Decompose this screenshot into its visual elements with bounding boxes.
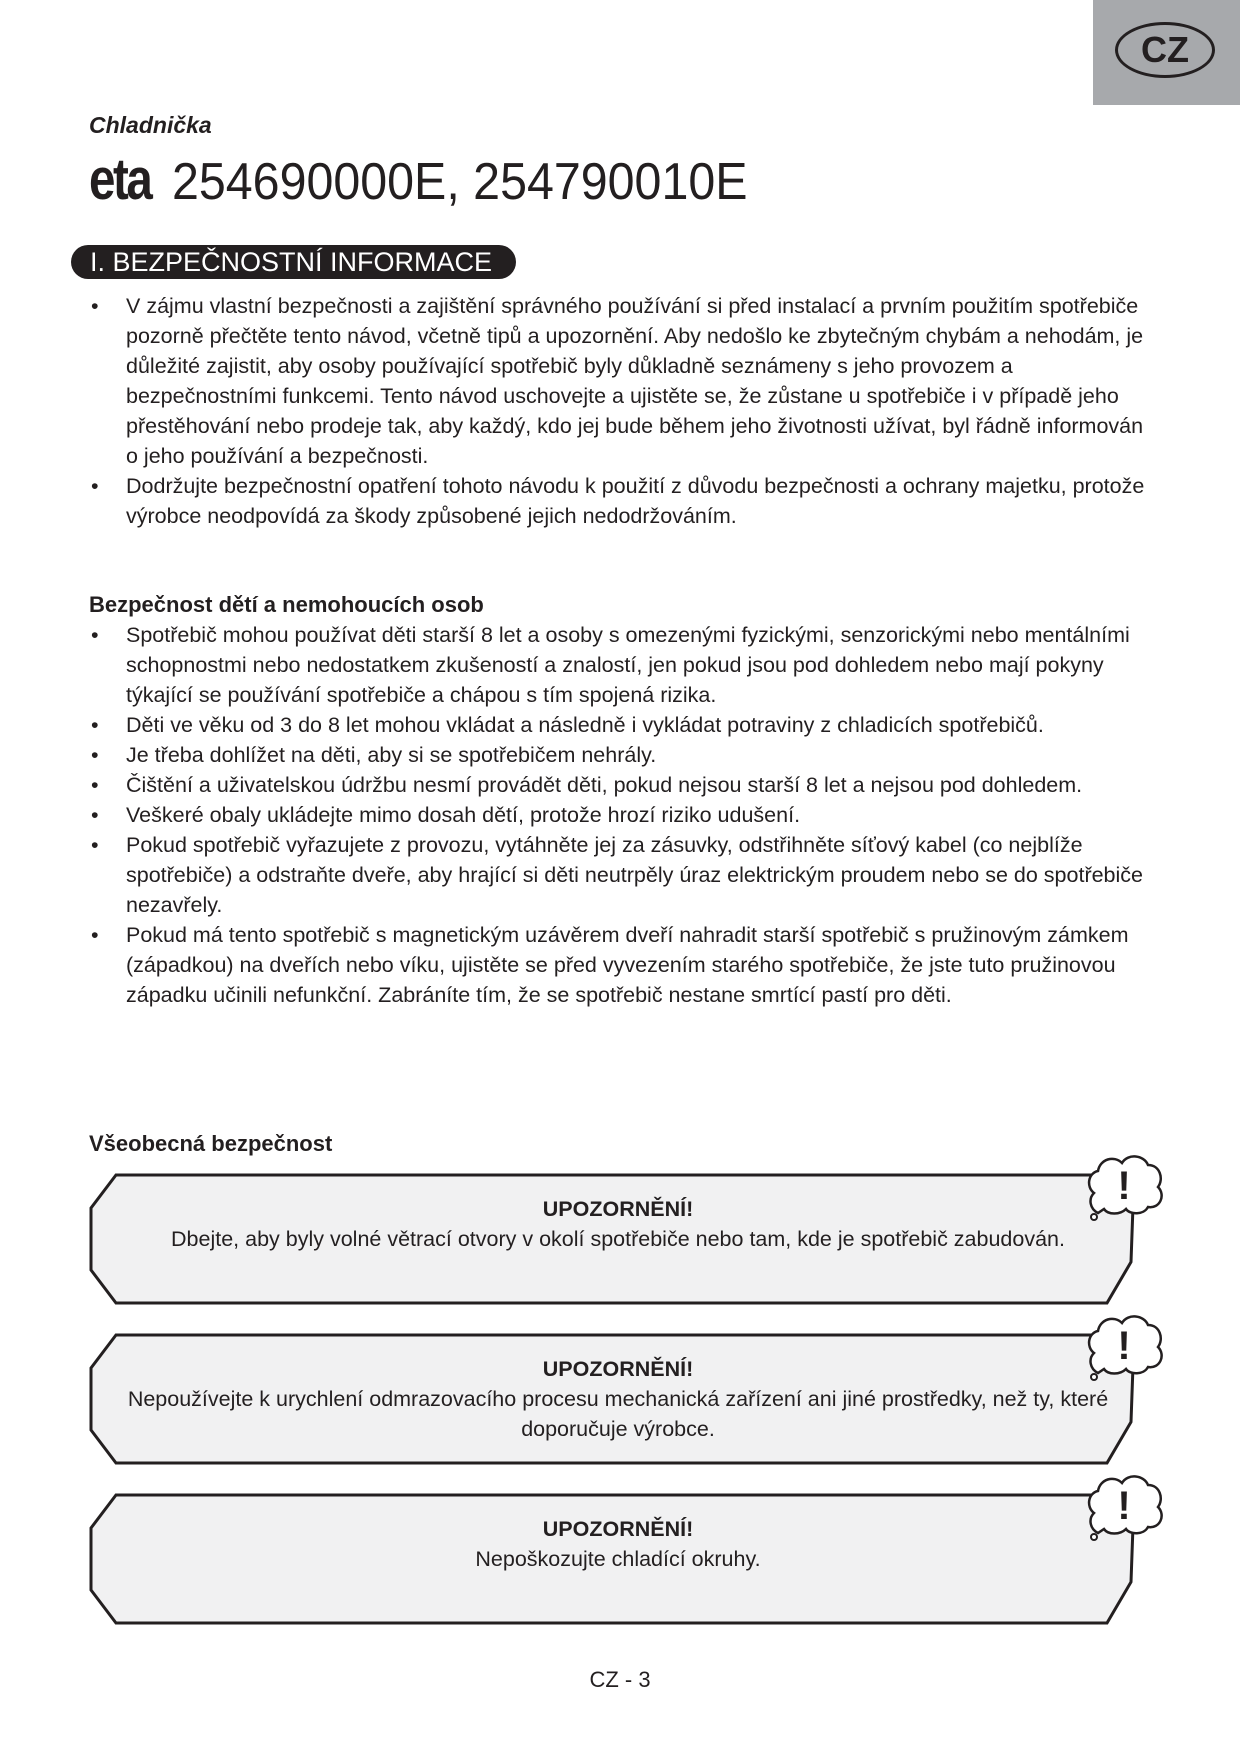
warning-label: UPOZORNĚNÍ! (542, 1197, 694, 1221)
warning-content (118, 1514, 1118, 1574)
warning-box (88, 1324, 1135, 1466)
brand-logo: eta (89, 147, 151, 212)
product-subtitle: Chladnička (89, 112, 212, 138)
list-item: • Děti ve věku od 3 do 8 let mohou vkládat a následně i vykládat potraviny z chladicích spotřebičů. (89, 710, 1154, 740)
warning-content (118, 1194, 1118, 1254)
warning-box (88, 1484, 1135, 1626)
list-item: • Pokud má tento spotřebič s magnetickým uzávěrem dveří nahradit starší spotřebič s pružinovým zámkem (západkou) na dveřích nebo víku, ujistěte se před vyvezením starého spotřebiče, že jste tuto pružinovou západku učinili nefunkční. Zabráníte tím, že se spotřebič nestane smrtící pastí pro děti. (89, 920, 1154, 1010)
list-item: • Pokud spotřebič vyřazujete z provozu, vytáhněte jej za zásuvky, odstřihněte síťový kabel (co nejblíže spotřebiče) a odstraňte dveře, aby hrající si děti neutrpěly úraz elektrickým proudem nebo se do spotřebiče nezavřely. (89, 830, 1154, 920)
warning-content (118, 1354, 1118, 1444)
warning-text: Nepoškozujte chladící okruhy. (475, 1547, 761, 1571)
general-safety (89, 1129, 1154, 1159)
safety-intro (89, 291, 1154, 531)
children-heading: Bezpečnost dětí a nemohoucích osob (89, 592, 484, 617)
list-item: • Veškeré obaly ukládejte mimo dosah dětí, protože hrozí riziko udušení. (89, 800, 1154, 830)
list-item: • Spotřebič mohou používat děti starší 8 let a osoby s omezenými fyzickými, senzorickými nebo mentálními schopnostmi nebo nedostatkem zkušeností a znalostí, jen pokud jsou pod dohledem nebo mají pokyny týkající se používání spotřebiče a chápou s tím spojená rizika. (89, 620, 1154, 710)
exclamation-mark: ! (1117, 1324, 1131, 1368)
children-safety (89, 590, 1154, 1010)
model-numbers: 254690000E, 254790010E (172, 153, 748, 211)
warning-label: UPOZORNĚNÍ! (542, 1357, 694, 1381)
list-item: • V zájmu vlastní bezpečnosti a zajištění správného používání si před instalací a prvním použitím spotřebiče pozorně přečtěte tento návod, včetně tipů a upozornění. Aby nedošlo ke zbytečným chybám a nehodám, je důležité zajistit, aby osoby používající spotřebič byly důkladně seznámeny s jeho provozem a bezpečnostními funkcemi. Tento návod uschovejte a ujistěte se, že zůstane u spotřebiče i v případě jeho přestěhování nebo prodeje tak, aby každý, kdo jej bude během jeho životnosti užívat, byl řádně informován o jeho používání a bezpečnosti. (89, 291, 1154, 471)
general-heading: Všeobecná bezpečnost (89, 1131, 333, 1156)
warning-label: UPOZORNĚNÍ! (542, 1517, 694, 1541)
warning-text: Dbejte, aby byly volné větrací otvory v okolí spotřebiče nebo tam, kde je spotřebič zabudován. (171, 1227, 1065, 1251)
list-item: • Čištění a uživatelskou údržbu nesmí provádět děti, pokud nejsou starší 8 let a nejsou pod dohledem. (89, 770, 1154, 800)
product-title (89, 147, 791, 212)
language-badge: CZ (1115, 22, 1215, 78)
section-title: I. BEZPEČNOSTNÍ INFORMACE (71, 245, 516, 279)
exclamation-mark: ! (1117, 1164, 1131, 1208)
language-tab (1093, 0, 1240, 105)
list-item: • Dodržujte bezpečnostní opatření tohoto návodu k použití z důvodu bezpečnosti a ochrany majetku, protože výrobce neodpovídá za škody způsobené jejich nedodržováním. (89, 471, 1154, 531)
list-item: • Je třeba dohlížet na děti, aby si se spotřebičem nehrály. (89, 740, 1154, 770)
warning-text: Nepoužívejte k urychlení odmrazovacího procesu mechanická zařízení ani jiné prostředky, než ty, které doporučuje výrobce. (127, 1387, 1109, 1441)
warning-box (88, 1164, 1135, 1306)
exclamation-mark: ! (1117, 1484, 1131, 1528)
page-number: CZ - 3 (589, 1667, 651, 1692)
